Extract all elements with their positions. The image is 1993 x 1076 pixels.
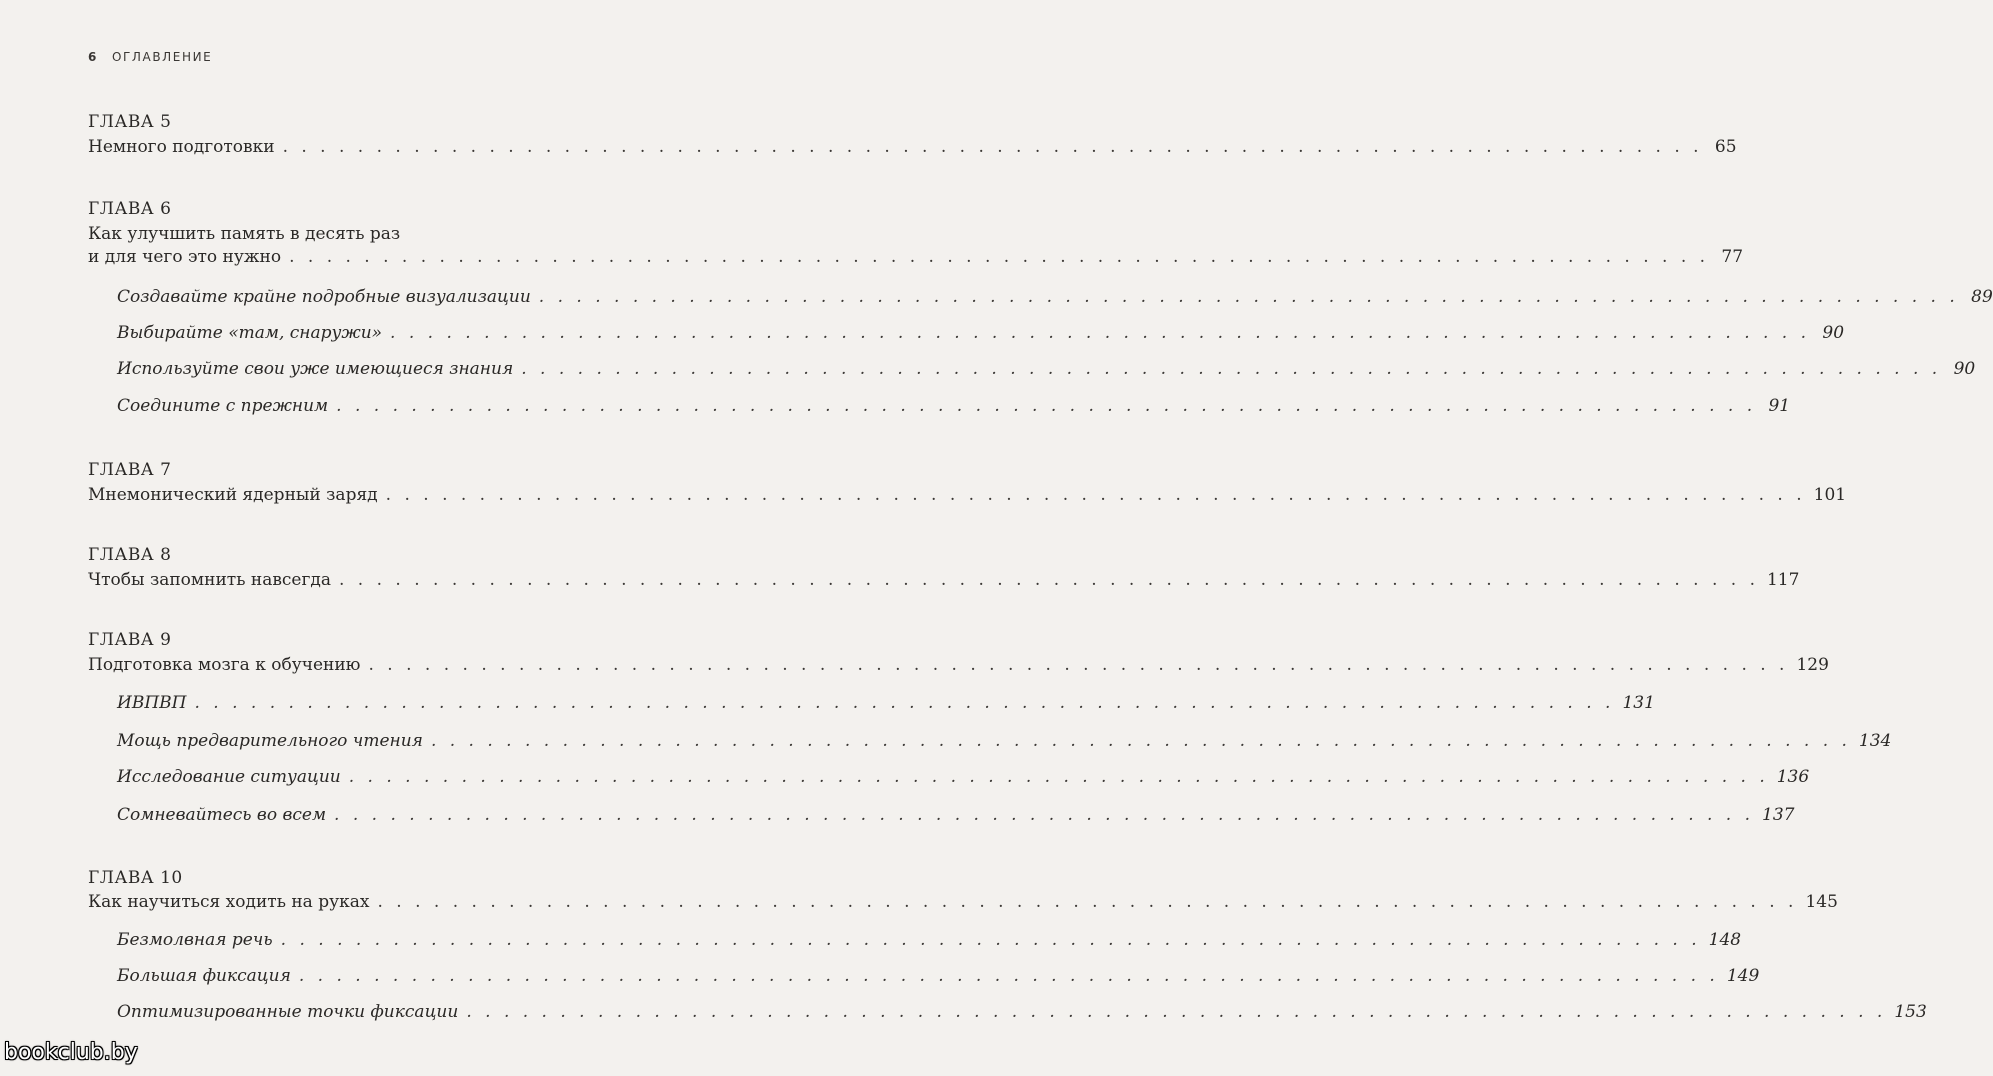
toc-subentry[interactable] [117, 692, 1655, 714]
toc-entry-title: Мнемонический ядерный заряд [88, 485, 378, 505]
toc-entry[interactable] [88, 136, 1737, 158]
toc-subentry[interactable] [117, 1001, 1927, 1023]
leader-dots: . . . . . . . . . . . . . . . . . . . . . . . . . . . . . . . . . . . . . . . . . . . . . . . . . . . . . . . . . . . . . . . . . . . . . . . . . . . . [521, 359, 1942, 379]
toc-subentry-title: Создавайте крайне подробные визуализации [117, 287, 531, 307]
toc-subentry-title: Безмолвная речь [117, 930, 273, 950]
toc-subentry-page: 131 [1622, 693, 1655, 713]
toc-subentry-title: Сомневайтесь во всем [117, 805, 327, 825]
toc-entry[interactable] [88, 484, 1847, 506]
toc-subentry[interactable] [117, 322, 1845, 344]
toc-entry-page: 77 [1721, 247, 1744, 267]
toc-entry-page: 101 [1813, 485, 1847, 505]
toc-subentry[interactable] [117, 286, 1993, 308]
toc-subentry[interactable] [117, 965, 1760, 987]
toc-subentry-page: 91 [1768, 396, 1791, 416]
toc-entry-title: Чтобы запомнить навсегда [88, 570, 331, 590]
chapter-label: ГЛАВА 5 [88, 112, 172, 132]
leader-dots: . . . . . . . . . . . . . . . . . . . . . . . . . . . . . . . . . . . . . . . . . . . . . . . . . . . . . . . . . . . . . . . . . . . . . . . . . . . . [368, 655, 1789, 675]
leader-dots: . . . . . . . . . . . . . . . . . . . . . . . . . . . . . . . . . . . . . . . . . . . . . . . . . . . . . . . . . . . . . . . . . . . . . . . . . . . . [334, 805, 1755, 825]
toc-entry-title: Как научиться ходить на руках [88, 892, 370, 912]
toc-subentry[interactable] [117, 804, 1795, 826]
toc-subentry-page: 90 [1822, 323, 1845, 343]
chapter-label: ГЛАВА 6 [88, 199, 172, 219]
toc-subentry-page: 136 [1776, 767, 1810, 787]
chapter-label: ГЛАВА 9 [88, 630, 172, 650]
toc-subentry-page: 149 [1726, 966, 1760, 986]
toc-subentry-title: Исследование ситуации [117, 767, 341, 787]
toc-entry-title: Подготовка мозга к обучению [88, 655, 361, 675]
leader-dots: . . . . . . . . . . . . . . . . . . . . . . . . . . . . . . . . . . . . . . . . . . . . . . . . . . . . . . . . . . . . . . . . . . . . . . . . . . . . [194, 693, 1615, 713]
chapter-label: ГЛАВА 7 [88, 460, 172, 480]
leader-dots: . . . . . . . . . . . . . . . . . . . . . . . . . . . . . . . . . . . . . . . . . . . . . . . . . . . . . . . . . . . . . . . . . . . . . . . . . . . . [385, 485, 1806, 505]
toc-subentry[interactable] [117, 395, 1791, 417]
toc-subentry-page: 137 [1762, 805, 1795, 825]
leader-dots: . . . . . . . . . . . . . . . . . . . . . . . . . . . . . . . . . . . . . . . . . . . . . . . . . . . . . . . . . . . . . . . . . . . . . . . . . . . . [336, 396, 1757, 416]
leader-dots: . . . . . . . . . . . . . . . . . . . . . . . . . . . . . . . . . . . . . . . . . . . . . . . . . . . . . . . . . . . . . . . . . . . . . . . . . . . . [377, 892, 1798, 912]
toc-subentry[interactable] [117, 358, 1976, 380]
running-head [88, 50, 212, 64]
toc-entry-page: 65 [1714, 137, 1737, 157]
toc-entry[interactable] [88, 246, 1744, 268]
running-head-title: ОГЛАВЛЕНИЕ [111, 50, 213, 64]
toc-subentry-title: Используйте свои уже имеющиеся знания [117, 359, 514, 379]
toc-entry-title: и для чего это нужно [88, 247, 282, 267]
chapter-label: ГЛАВА 8 [88, 545, 172, 565]
toc-subentry[interactable] [117, 730, 1892, 752]
toc-subentry-title: ИВПВП [117, 693, 187, 713]
leader-dots: . . . . . . . . . . . . . . . . . . . . . . . . . . . . . . . . . . . . . . . . . . . . . . . . . . . . . . . . . . . . . . . . . . . . . . . . . . . . [538, 287, 1959, 307]
leader-dots: . . . . . . . . . . . . . . . . . . . . . . . . . . . . . . . . . . . . . . . . . . . . . . . . . . . . . . . . . . . . . . . . . . . . . . . . . . . . [298, 966, 1719, 986]
toc-subentry-page: 90 [1953, 359, 1976, 379]
toc-entry-page: 129 [1796, 655, 1829, 675]
chapter-label: ГЛАВА 10 [88, 868, 183, 888]
page-number: 6 [88, 50, 98, 64]
toc-subentry[interactable] [117, 929, 1742, 951]
toc-entry[interactable] [88, 569, 1800, 591]
leader-dots: . . . . . . . . . . . . . . . . . . . . . . . . . . . . . . . . . . . . . . . . . . . . . . . . . . . . . . . . . . . . . . . . . . . . . . . . . . . . [348, 767, 1769, 787]
toc-subentry-title: Соедините с прежним [117, 396, 329, 416]
leader-dots: . . . . . . . . . . . . . . . . . . . . . . . . . . . . . . . . . . . . . . . . . . . . . . . . . . . . . . . . . . . . . . . . . . . . . . . . . . . . [466, 1002, 1887, 1022]
watermark-logo: bookclub.by [4, 1040, 138, 1065]
toc-entry-title-line1: Как улучшить память в десять раз [88, 224, 401, 244]
toc-entry[interactable] [88, 891, 1838, 913]
toc-subentry-title: Оптимизированные точки фиксации [117, 1002, 459, 1022]
leader-dots: . . . . . . . . . . . . . . . . . . . . . . . . . . . . . . . . . . . . . . . . . . . . . . . . . . . . . . . . . . . . . . . . . . . . . . . . . . . . [282, 137, 1703, 157]
leader-dots: . . . . . . . . . . . . . . . . . . . . . . . . . . . . . . . . . . . . . . . . . . . . . . . . . . . . . . . . . . . . . . . . . . . . . . . . . . . . [390, 323, 1811, 343]
toc-entry-page: 145 [1805, 892, 1838, 912]
toc-subentry-page: 89 [1971, 287, 1993, 307]
toc-entry-page: 117 [1766, 570, 1800, 590]
leader-dots: . . . . . . . . . . . . . . . . . . . . . . . . . . . . . . . . . . . . . . . . . . . . . . . . . . . . . . . . . . . . . . . . . . . . . . . . . . . . [339, 570, 1759, 590]
leader-dots: . . . . . . . . . . . . . . . . . . . . . . . . . . . . . . . . . . . . . . . . . . . . . . . . . . . . . . . . . . . . . . . . . . . . . . . . . . . . [289, 247, 1710, 267]
toc-subentry-page: 153 [1894, 1002, 1927, 1022]
toc-subentry-title: Большая фиксация [117, 966, 291, 986]
toc-subentry-page: 148 [1708, 930, 1742, 950]
leader-dots: . . . . . . . . . . . . . . . . . . . . . . . . . . . . . . . . . . . . . . . . . . . . . . . . . . . . . . . . . . . . . . . . . . . . . . . . . . . . [280, 930, 1701, 950]
toc-subentry-page: 134 [1858, 731, 1892, 751]
toc-entry-title: Немного подготовки [88, 137, 275, 157]
leader-dots: . . . . . . . . . . . . . . . . . . . . . . . . . . . . . . . . . . . . . . . . . . . . . . . . . . . . . . . . . . . . . . . . . . . . . . . . . . . . [430, 731, 1851, 751]
toc-subentry-title: Мощь предварительного чтения [117, 731, 423, 751]
toc-subentry-title: Выбирайте «там, снаружи» [117, 323, 383, 343]
toc-subentry[interactable] [117, 766, 1810, 788]
toc-entry[interactable] [88, 654, 1829, 676]
